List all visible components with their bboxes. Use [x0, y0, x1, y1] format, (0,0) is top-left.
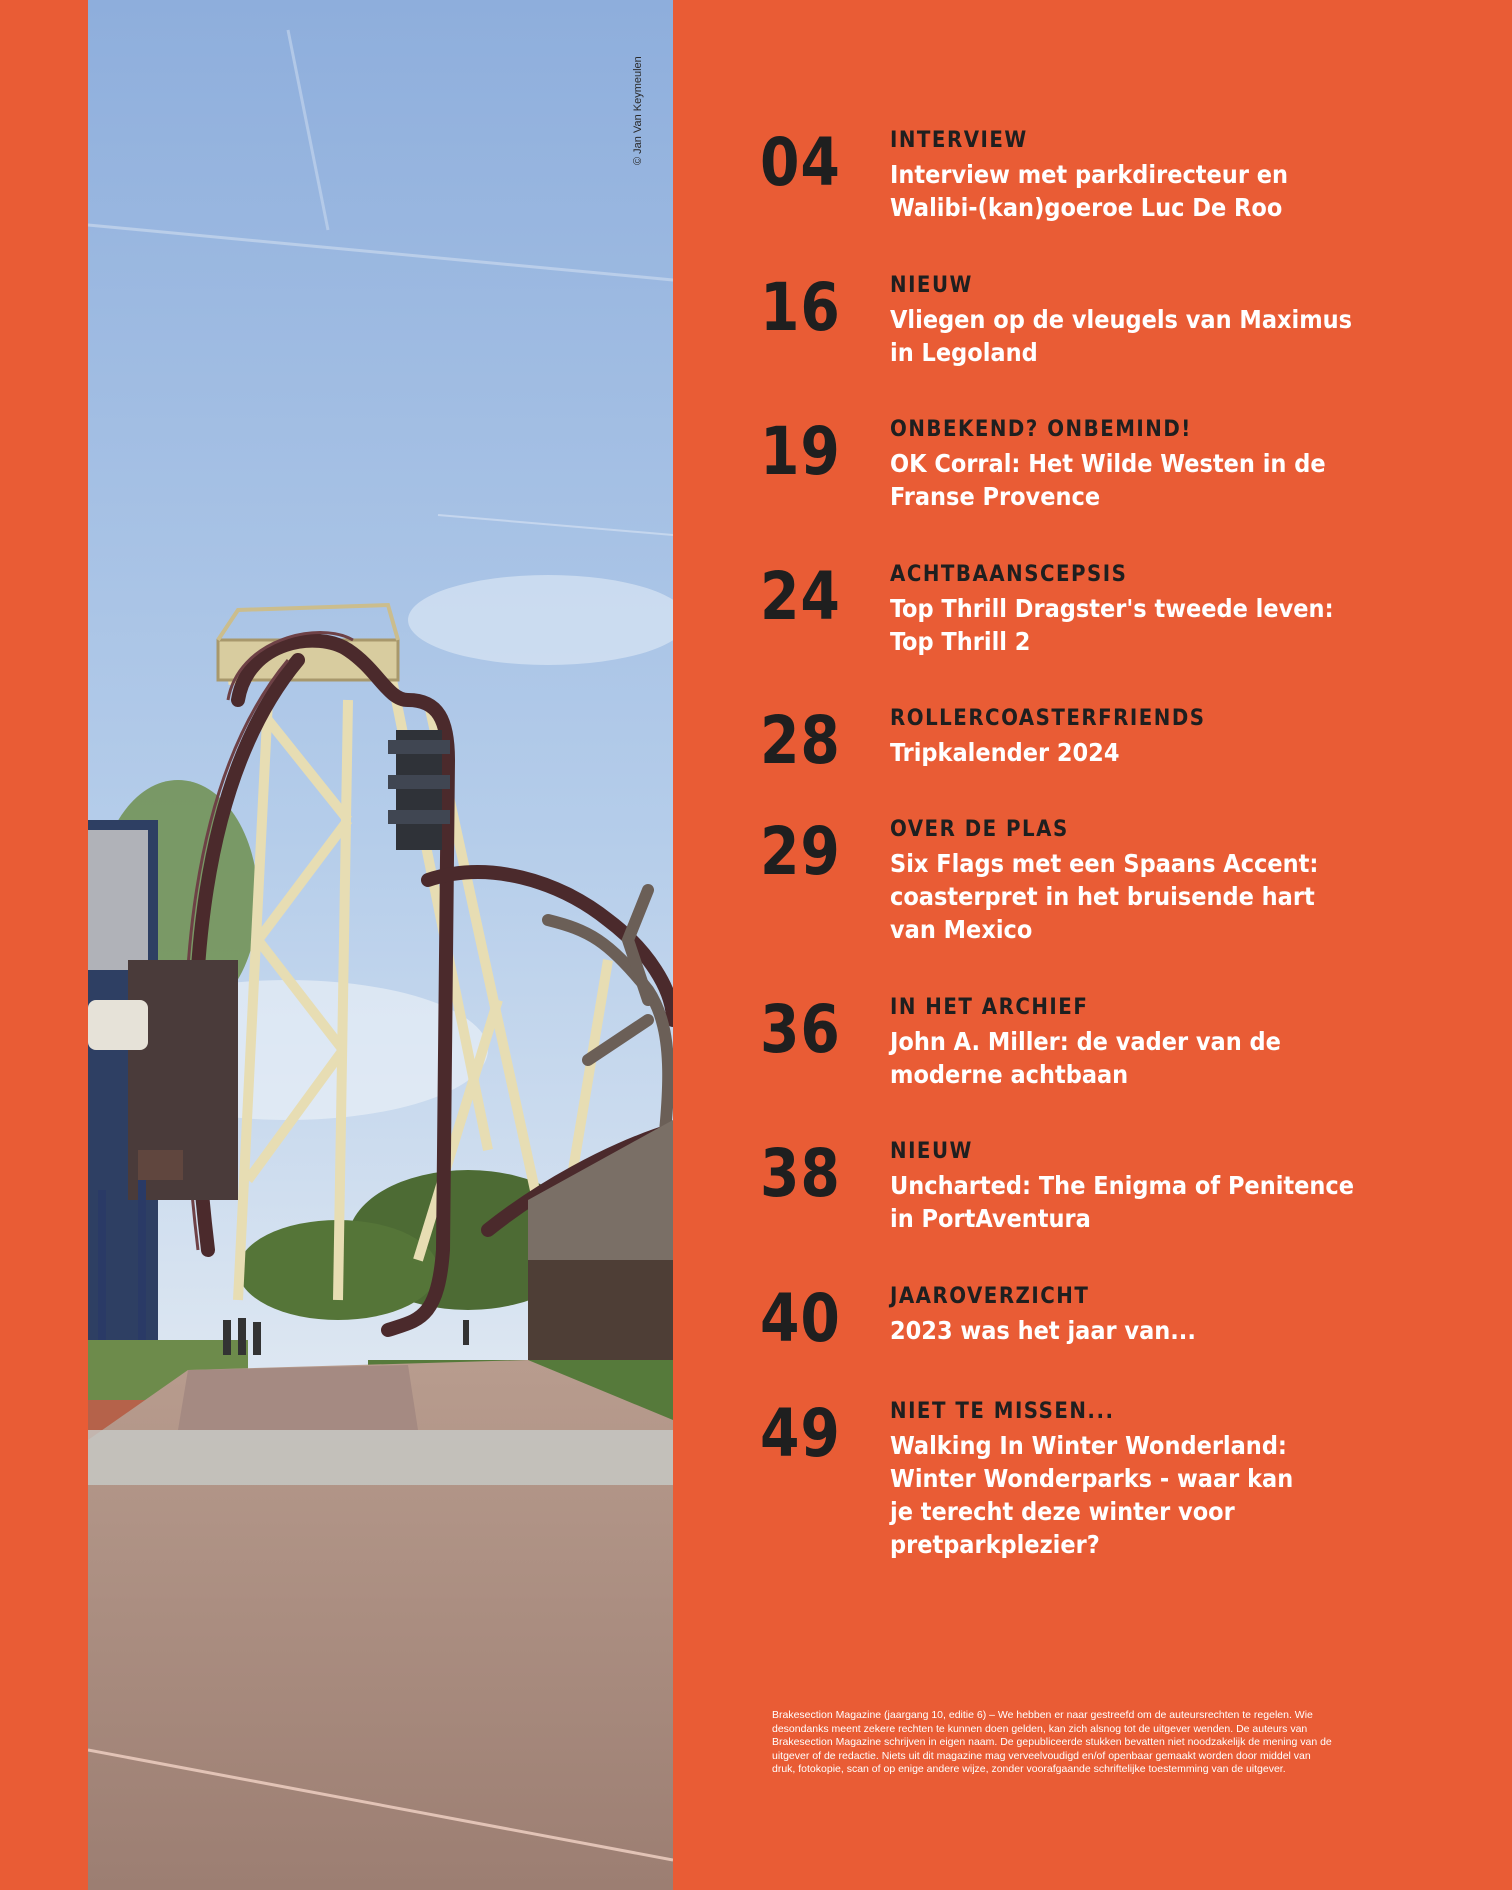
toc-page-number: 36 [760, 991, 841, 1068]
toc-category: NIEUW [890, 1139, 973, 1164]
toc-page-number: 24 [760, 558, 841, 635]
photo-credit: © Jan Van Keymeulen [632, 56, 644, 165]
cover-photo [88, 0, 673, 1890]
toc-category: NIEUW [890, 273, 973, 298]
toc-title: 2023 was het jaar van... [890, 1316, 1196, 1345]
toc-title: Interview met parkdirecteur en Walibi-(kan)goeroe Luc De Roo [890, 160, 1289, 222]
toc-title: Tripkalender 2024 [890, 738, 1120, 767]
toc-category: JAAROVERZICHT [890, 1284, 1090, 1309]
imprint-text: Brakesection Magazine (jaargang 10, editie 6) – We hebben er naar gestreefd om de auteursrechten te regelen. Wie desondanks meent zekere rechten te kunnen doen gelden, kan zich alsnog tot de uitgever wenden. De auteurs van Brakesection Magazine schrijven in eigen naam. De gepubliceerde stukken bevatten niet noodzakelijk de mening van de uitgever of de redactie. Niets uit dit magazine mag verveelvoudigd en/of openbaar gemaakt worden door middel van druk, fotokopie, scan of op enige andere wijze, zonder voorafgaande schriftelijke toestemming van de uitgever. [772, 1709, 1332, 1775]
toc-category: OVER DE PLAS [890, 817, 1069, 842]
toc-category: NIET TE MISSEN... [890, 1399, 1115, 1424]
toc-title: OK Corral: Het Wilde Westen in de Franse Provence [890, 449, 1326, 511]
toc-category: ACHTBAANSCEPSIS [890, 562, 1128, 587]
toc-page-number: 38 [760, 1135, 841, 1212]
toc-category: INTERVIEW [890, 128, 1028, 153]
toc-category: ONBEKEND? ONBEMIND! [890, 417, 1192, 442]
toc-title: Uncharted: The Enigma of Penitence in PortAventura [890, 1171, 1355, 1233]
toc-page-number: 04 [760, 124, 841, 201]
toc-page-number: 16 [760, 269, 841, 346]
toc-title: Walking In Winter Wonderland: Winter Wonderparks - waar kan je terecht deze winter voor pretparkplezier? [890, 1431, 1294, 1559]
toc-title: Vliegen op de vleugels van Maximus in Legoland [890, 305, 1353, 367]
toc-title: Top Thrill Dragster's tweede leven: Top Thrill 2 [890, 594, 1334, 656]
toc-title: John A. Miller: de vader van de moderne achtbaan [890, 1027, 1281, 1089]
toc-category: IN HET ARCHIEF [890, 995, 1089, 1020]
toc-page-number: 19 [760, 413, 841, 490]
toc-title: Six Flags met een Spaans Accent: coasterpret in het bruisende hart van Mexico [890, 849, 1319, 944]
toc-page-number: 29 [760, 813, 841, 890]
toc-page-number: 49 [760, 1395, 841, 1472]
toc-page-number: 28 [760, 702, 841, 779]
toc-category: ROLLERCOASTERFRIENDS [890, 706, 1206, 731]
toc-page-number: 40 [760, 1280, 841, 1357]
